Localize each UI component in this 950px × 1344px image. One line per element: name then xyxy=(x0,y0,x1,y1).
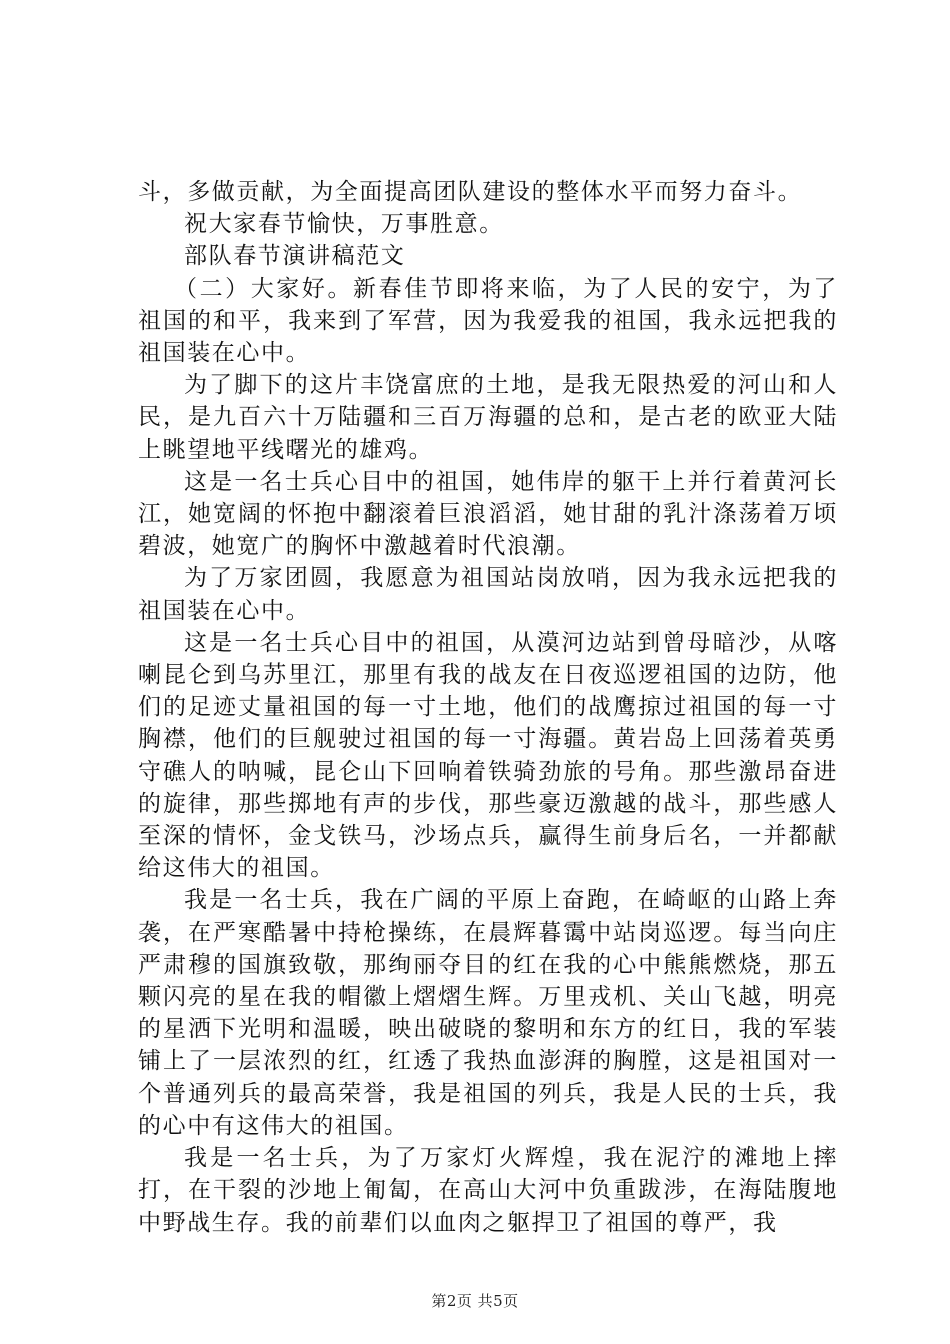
section-title: 部队春节演讲稿范文 xyxy=(184,243,406,270)
paragraph: 我是一名士兵，我在广阔的平原上奋跑，在崎岖的山路上奔袭，在严寒酷暑中持枪操练，在晨辉暮霭中站岗巡逻。每当向庄严肃穆的国旗致敬，那绚丽夺目的红在我的心中熊熊燃烧，那五颗闪亮的星在我的帽徽上熠熠生辉。万里戎机、关山飞越，明亮的星洒下光明和温暖，映出破晓的黎明和东方的红日，我的军装铺上了一层浓烈的红，红透了我热血澎湃的胸膛，这是祖国对一个普通列兵的最高荣誉，我是祖国的列兵，我是人民的士兵，我的心中有这伟大的祖国。 xyxy=(138,887,838,1139)
paragraph: 这是一名士兵心目中的祖国，从漠河边站到曾母暗沙，从喀喇昆仑到乌苏里江，那里有我的战友在日夜巡逻祖国的边防，他们的足迹丈量祖国的每一寸土地，他们的战鹰掠过祖国的每一寸胸襟，他们的巨舰驶过祖国的每一寸海疆。黄岩岛上回荡着英勇守礁人的呐喊，昆仑山下回响着铁骑劲旅的号角。那些激昂奋进的旋律，那些掷地有声的步伐，那些豪迈激越的战斗，那些感人至深的情怀，金戈铁马，沙场点兵，赢得生前身后名，一并都献给这伟大的祖国。 xyxy=(138,629,838,882)
paragraph-greeting: 祝大家春节愉快，万事胜意。 xyxy=(184,211,504,238)
page-number-footer: 第2页 共5页 xyxy=(431,1292,519,1310)
paragraph-continuation: 斗，多做贡献，为全面提高团队建设的整体水平而努力奋斗。 xyxy=(138,179,803,205)
paragraph: 为了万家团圆，我愿意为祖国站岗放哨，因为我永远把我的祖国装在心中。 xyxy=(138,565,838,624)
paragraph: 为了脚下的这片丰饶富庶的土地，是我无限热爱的河山和人民，是九百六十万陆疆和三百万海疆的总和，是古老的欧亚大陆上眺望地平线曙光的雄鸡。 xyxy=(138,372,838,463)
paragraph: 这是一名士兵心目中的祖国，她伟岸的躯干上并行着黄河长江，她宽阔的怀抱中翻滚着巨浪滔滔，她甘甜的乳汁涤荡着万顷碧波，她宽广的胸怀中激越着时代浪潮。 xyxy=(138,468,838,560)
document-body xyxy=(138,176,838,1239)
paragraph: 我是一名士兵，为了万家灯火辉煌，我在泥泞的滩地上摔打，在干裂的沙地上匍匐，在高山大河中负重跋涉，在海陆腹地中野战生存。我的前辈们以血肉之躯捍卫了祖国的尊严，我 xyxy=(138,1145,838,1236)
paragraph-intro: （二）大家好。新春佳节即将来临，为了人民的安宁，为了祖国的和平，我来到了军营，因为我爱我的祖国，我永远把我的祖国装在心中。 xyxy=(138,275,838,367)
